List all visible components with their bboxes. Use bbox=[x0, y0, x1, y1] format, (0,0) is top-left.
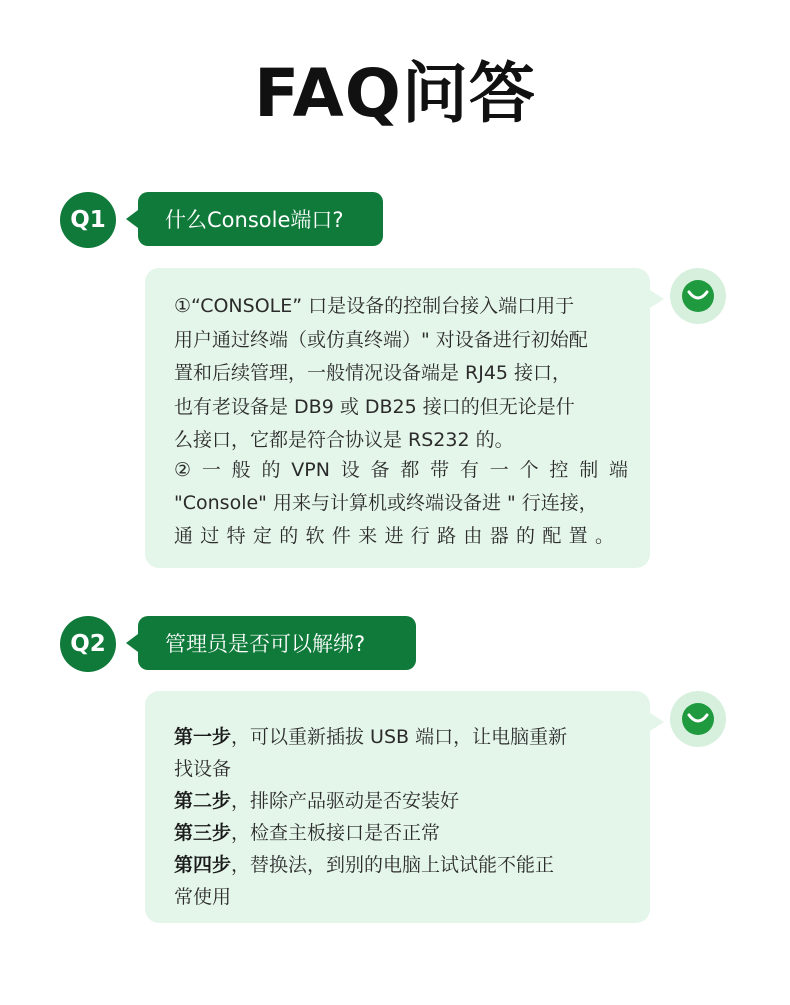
q2-step-line: 第一步，可以重新插拔 USB 端口，让电脑重新 bbox=[174, 726, 568, 748]
q2-answer-box bbox=[145, 691, 650, 923]
q2-step-line: 第三步，检查主板接口是否正常 bbox=[174, 822, 441, 844]
q2-step-line: 找设备 bbox=[174, 758, 232, 780]
q1-answer-box bbox=[145, 268, 650, 568]
q1-answer-line: 也有老设备是 DB9 或 DB25 接口的但无论是什 bbox=[174, 396, 575, 418]
q1-badge: Q1 bbox=[60, 192, 116, 248]
q1-question: 什么Console端口? bbox=[138, 192, 383, 246]
q1-answer-line: "Console" 用来与计算机或终端设备进 " 行连接， bbox=[174, 492, 598, 514]
q2-badge: Q2 bbox=[60, 616, 116, 672]
q2-step-line: 第二步，排除产品驱动是否安装好 bbox=[174, 790, 460, 812]
q2-question: 管理员是否可以解绑? bbox=[138, 616, 416, 670]
q2-step-line: 第四步，替换法，到别的电脑上试试能不能正 bbox=[174, 854, 555, 876]
q1-answer-line: 通过特定的软件来进行路由器的配置。 bbox=[174, 525, 614, 547]
q2-step-line: 常使用 bbox=[174, 886, 232, 908]
q1-answer-line: 置和后续管理，一般情况设备端是 RJ45 接口， bbox=[174, 362, 572, 384]
q1-answer-line: 么接口，它都是符合协议是 RS232 的。 bbox=[174, 429, 514, 451]
q1-answer-line: ①“CONSOLE” 口是设备的控制台接入端口用于 bbox=[174, 295, 575, 317]
page-title: FAQ问答 bbox=[254, 55, 536, 132]
smiley-icon bbox=[670, 268, 726, 324]
smiley-icon bbox=[670, 691, 726, 747]
q1-answer-line: ②一般的VPN设备都带有一个控制端 bbox=[174, 459, 628, 481]
q1-answer-line: 用户通过终端（或仿真终端）" 对设备进行初始配 bbox=[174, 329, 588, 351]
